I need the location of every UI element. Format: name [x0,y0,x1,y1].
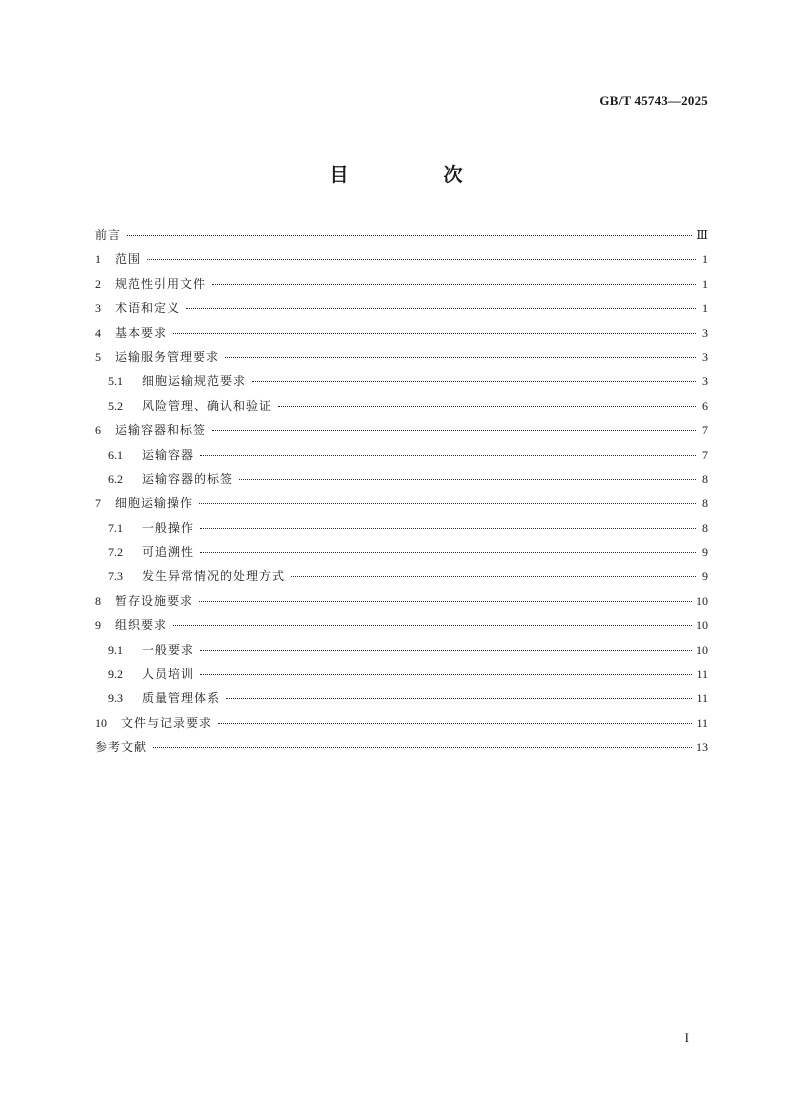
toc-entry[interactable] [95,715,708,739]
toc-entry-page: 3 [702,349,708,364]
toc-entry-label: 可追溯性 [142,545,195,560]
toc-leader-dots [200,673,692,675]
toc-entry-number: 6.2 [108,471,123,486]
toc-leader-dots [291,575,696,577]
toc-entry-page: 8 [702,496,708,511]
toc-entry-number: 9.1 [108,642,123,657]
toc-entry-label: 基本要求 [115,325,168,340]
toc-entry-number: 9 [95,618,101,633]
toc-leader-dots [225,356,696,358]
toc-entry-number: 7 [95,496,101,511]
toc-leader-dots [173,332,696,334]
toc-leader-dots [239,478,696,480]
toc-leader-dots [278,405,696,407]
toc-entry-label: 术语和定义 [115,301,181,316]
toc-entry-label: 暂存设施要求 [115,593,194,608]
toc-entry[interactable] [95,593,708,617]
toc-leader-dots [226,697,692,699]
toc-entry-label: 文件与记录要求 [121,715,213,730]
toc-entry-label: 人员培训 [142,667,195,682]
toc-leader-dots [147,258,696,260]
toc-entry-number: 5 [95,349,101,364]
toc-entry-page: 11 [696,715,708,730]
toc-entry-page: 10 [696,593,708,608]
toc-entry-number: 10 [95,715,107,730]
toc-entry-number: 8 [95,593,101,608]
toc-entry[interactable] [95,251,708,275]
toc-entry-page: 7 [702,423,708,438]
toc-entry-label: 范围 [115,252,142,267]
toc-entry-page: 7 [702,447,708,462]
toc-leader-dots [153,746,692,748]
toc-entry-number: 4 [95,325,101,340]
toc-entry[interactable] [95,325,708,349]
toc-entry-label: 发生异常情况的处理方式 [142,569,286,584]
page-number: I [684,1030,689,1045]
toc-entry[interactable] [95,544,708,568]
toc-entry-label: 运输容器的标签 [142,471,234,486]
toc-entry-page: 9 [702,569,708,584]
toc-entry-number: 7.1 [108,520,123,535]
toc-entry-label: 细胞运输规范要求 [142,374,247,389]
toc-entry[interactable] [95,690,708,714]
toc-entry-page: Ⅲ [696,228,708,242]
toc-entry[interactable] [95,666,708,690]
toc-entry-number: 1 [95,252,101,267]
toc-entry-number: 5.1 [108,374,123,389]
toc-entry[interactable] [95,520,708,544]
toc-leader-dots [212,429,696,431]
toc-entry-page: 9 [702,545,708,560]
toc-entry-number: 7.3 [108,569,123,584]
toc-entry[interactable] [95,276,708,300]
toc-entry-number: 5.2 [108,398,123,413]
toc-entry[interactable] [95,373,708,397]
toc-entry-page: 10 [696,618,708,633]
toc-entry-label: 细胞运输操作 [115,496,194,511]
toc-entry[interactable] [95,349,708,373]
toc-entry-label: 参考文献 [95,740,148,755]
toc-leader-dots [200,527,696,529]
toc-entry-label: 一般操作 [142,520,195,535]
toc-leader-dots [200,551,696,553]
toc-entry-page: 11 [696,691,708,706]
toc-entry-page: 13 [696,740,708,755]
toc-entry-number: 3 [95,301,101,316]
toc-entry-page: 1 [702,301,708,316]
toc-entry-label: 运输容器 [142,447,195,462]
toc-entry-label: 质量管理体系 [142,691,221,706]
toc-entry-page: 8 [702,471,708,486]
toc-leader-dots [212,283,696,285]
toc-leader-dots [252,380,696,382]
toc-entry-number: 6 [95,423,101,438]
toc-entry-label: 组织要求 [115,618,168,633]
toc-leader-dots [186,307,696,309]
toc-entry-label: 规范性引用文件 [115,276,207,291]
toc-entry-label: 运输容器和标签 [115,423,207,438]
document-number: GB/T 45743—2025 [599,93,708,108]
toc-entry-page: 1 [702,276,708,291]
page-title: 目 次 [329,164,501,186]
toc-entry[interactable] [95,642,708,666]
toc-leader-dots [200,649,692,651]
toc-entry-number: 9.2 [108,667,123,682]
toc-leader-dots [218,722,692,724]
toc-leader-dots [199,600,692,602]
toc-entry-label: 运输服务管理要求 [115,349,220,364]
toc-entry-page: 10 [696,642,708,657]
toc-entry-label: 风险管理、确认和验证 [142,398,273,413]
toc-entry-page: 8 [702,520,708,535]
toc-entry-page: 11 [696,667,708,682]
toc-leader-dots [200,454,696,456]
toc-entry-page: 6 [702,398,708,413]
toc-leader-dots [173,624,692,626]
toc-entry[interactable] [95,398,708,422]
toc-entry[interactable] [95,617,708,641]
toc-entry-page: 3 [702,325,708,340]
toc-entry-number: 7.2 [108,545,123,560]
toc-entry[interactable] [95,227,708,251]
toc-entry-label: 前言 [95,228,122,242]
toc-entry[interactable] [95,447,708,471]
toc-leader-dots [199,502,696,504]
toc-entry-label: 一般要求 [142,642,195,657]
toc-entry-page: 1 [702,252,708,267]
toc-entry-number: 6.1 [108,447,123,462]
toc-entry[interactable] [95,422,708,446]
toc-entry-number: 9.3 [108,691,123,706]
toc-entry[interactable] [95,471,708,495]
toc-entry-number: 2 [95,276,101,291]
toc-entry[interactable] [95,568,708,592]
toc-entry[interactable] [95,300,708,324]
toc-entry-page: 3 [702,374,708,389]
toc-entry[interactable] [95,739,708,763]
toc-entry[interactable] [95,495,708,519]
toc-leader-dots [127,234,692,236]
table-of-contents [95,227,708,764]
